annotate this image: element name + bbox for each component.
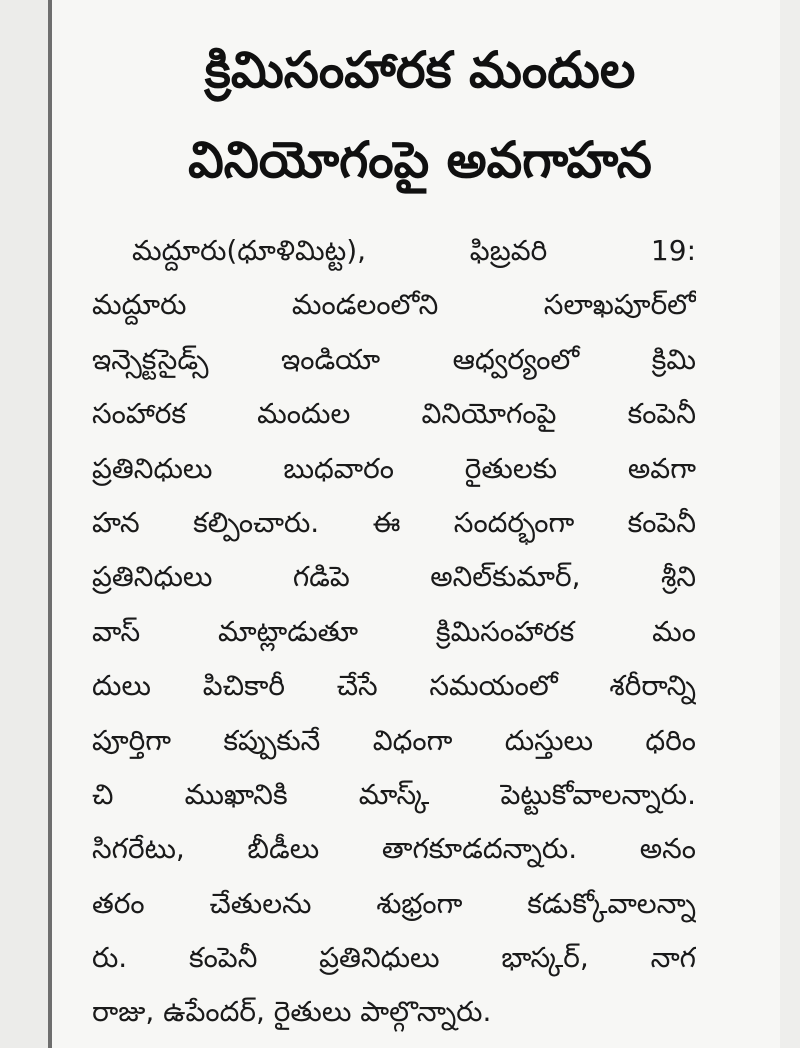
body-line: పూర్తిగా కప్పుకునే విధంగా దుస్తులు ధరిం [92,723,696,757]
body-line: రు. కంపెనీ ప్రతినిధులు భాస్కర్, నాగ [92,941,696,975]
column-divider [48,0,52,1048]
body-line: తరం చేతులను శుభ్రంగా కడుక్కోవాలన్నా [92,886,696,920]
body-line: రాజు, ఉపేందర్, రైతులు పాల్గొన్నారు. [92,995,492,1029]
body-line: సిగరేటు, బీడీలు తాగకూడదన్నారు. అనం [92,832,696,866]
body-line: చి ముఖానికి మాస్క్ పెట్టుకోవాలన్నారు. [92,777,696,811]
body-line: ప్రతినిధులు గడిపె అనిల్‌కుమార్, శ్రీని [92,560,696,594]
body-line: సంహారక మందుల వినియోగంపై కంపెనీ [92,397,696,431]
right-margin [780,0,800,1048]
article-body [92,224,696,1040]
body-line: మద్దూరు మండలంలోని సలాఖపూర్‌లో [92,288,696,322]
body-line: వాస్ మాట్లాడుతూ క్రిమిసంహారక మం [92,614,696,648]
body-line: దులు పిచికారీ చేసే సమయంలో శరీరాన్ని [92,669,696,703]
body-line: మద్దూరు(ధూళిమిట్ట), ఫిబ్రవరి 19: [132,234,696,267]
adjacent-column-margin [0,0,48,1048]
body-line: హన కల్పించారు. ఈ సందర్భంగా కంపెనీ [92,505,696,539]
body-line: ఇన్సెక్టసైడ్స్ ఇండియా ఆధ్వర్యంలో క్రిమి [92,342,696,376]
body-line: ప్రతినిధులు బుధవారం రైతులకు అవగా [92,451,696,485]
headline-line-2: వినియోగంపై అవగాహన [188,131,652,189]
headline-line-1: క్రిమిసంహారక మందుల [204,41,636,99]
